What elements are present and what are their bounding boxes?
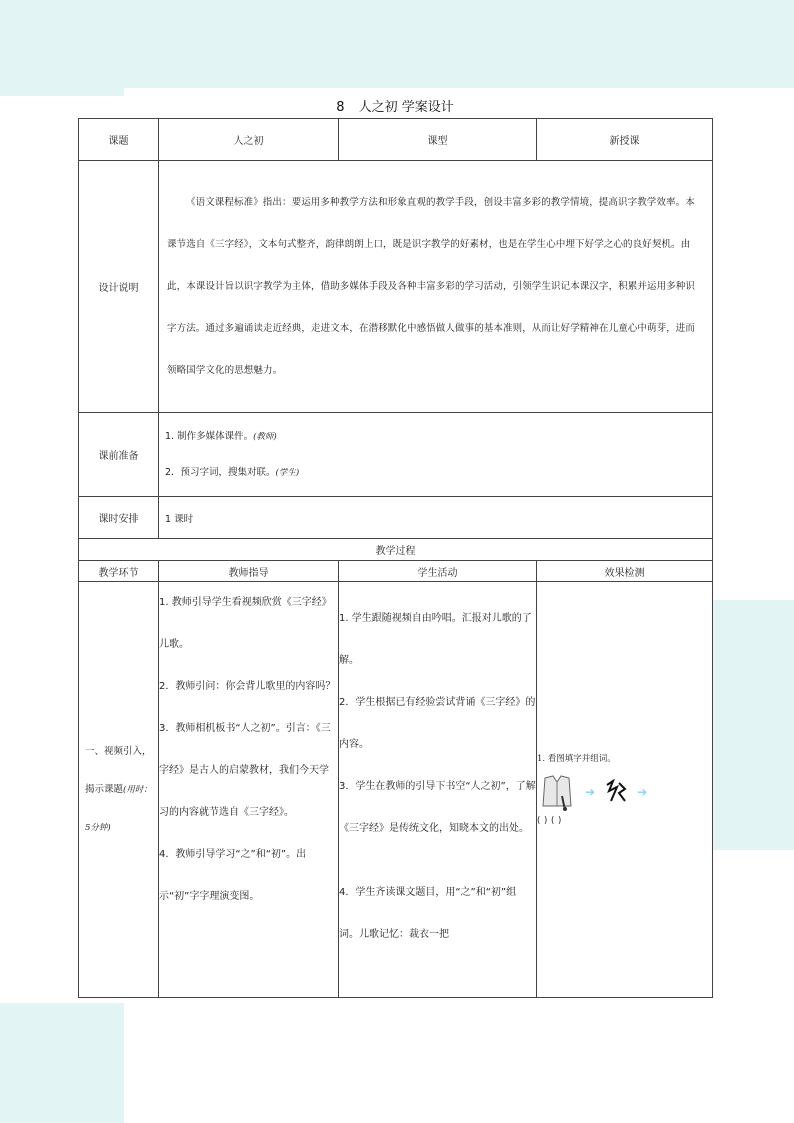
type-value: 新授课 [537,119,713,161]
ancient-character-icon [603,779,629,805]
col-check: 效果检测 [537,561,713,582]
student-step: 3．学生在教师的引导下书空“人之初”，了解《三字经》是传统文化，知晓本文的出处。 [339,781,536,834]
process-columns-row [79,561,713,582]
arrow-icon: ➔ [637,785,648,799]
topic-label: 课题 [79,119,159,161]
stage-cell [79,582,159,998]
prep-label: 课前准备 [79,413,159,497]
title-text: 人之初 学案设计 [358,100,454,115]
col-stage: 教学环节 [79,561,159,582]
prep-item: 2．预习字词，搜集对联。(学生) [165,466,300,478]
garment-icon [537,772,577,812]
design-row [79,161,713,413]
teacher-step: 1. 教师引导学生看视频欣赏《三字经》儿歌。 [159,597,332,650]
process-header-row [79,539,713,561]
col-student: 学生活动 [339,561,537,582]
stage-title: 一、视频引入，揭示课题 [85,745,152,795]
process-header: 教学过程 [79,539,713,561]
background-band-top [0,0,794,88]
teacher-step: 2．教师引问：你会背儿歌里的内容吗？ [159,681,336,692]
background-band-left [0,88,124,96]
check-title: 1. 看图填字并组词。 [537,754,616,764]
teacher-step: 4．教师引导学习“之”和“初”。出示“初”字字理演变图。 [159,849,307,902]
process-stage-row [79,582,713,998]
answer-blanks: ( ) ( ) [537,816,562,826]
lesson-number: 8 [336,100,345,115]
student-step: 1. 学生跟随视频自由吟唱。汇报对儿歌的了解。 [339,613,532,666]
design-text-cell [159,161,713,413]
prep-note: (教师) [253,431,277,442]
time-value: 1 课时 [165,513,194,525]
prep-row [79,413,713,497]
time-label: 课时安排 [79,497,159,539]
document-title [78,98,712,118]
time-row [79,497,713,539]
topic-value: 人之初 [159,119,339,161]
teacher-steps-cell [159,582,339,998]
lesson-plan-table [78,118,713,998]
stage-note: (用时：5分钟) [85,784,152,833]
student-step: 4．学生齐读课文题目，用“之”和“初”组词。儿歌记忆：裁衣一把 [339,887,517,940]
check-cell [537,582,713,998]
col-teacher: 教师指导 [159,561,339,582]
background-band-left-bottom [0,1003,124,1123]
arrow-icon: ➔ [585,785,596,799]
design-text: 《语文课程标准》指出：要运用多种教学方法和形象直观的教学手段，创设丰富多彩的教学情境，提高识字教学效率。本课节选自《三字经》，文本句式整齐，韵律朗朗上口，既是识字教学的好素材，也是在学生心中埋下好学之心的良好契机。由此，本课设计旨以识字教学为主体，借助多媒体手段及各种丰富多彩的学习活动，引领学生识记本课汉字，积累并运用多种识字方法。通过多遍诵读走近经典，走进文本，在潜移默化中感悟做人做事的基本准则，从而让好学精神在儿童心中萌芽，进而领略国学文化的思想魅力。 [167,196,696,376]
time-cell [159,497,713,539]
character-evolution-figure [537,772,712,812]
student-step: 2．学生根据已有经验尝试背诵《三字经》的内容。 [339,697,536,750]
prep-cell [159,413,713,497]
background-band-right [713,600,794,850]
teacher-step: 3．教师相机板书“人之初”。引言：《三字经》是古人的启蒙教材，我们今天学习的内容就节选自《三字经》。 [159,723,331,818]
topic-row [79,119,713,161]
prep-item: 1. 制作多媒体课件。(教师) [165,430,277,442]
prep-note: (学生) [275,467,300,478]
design-label: 设计说明 [79,161,159,413]
type-label: 课型 [339,119,537,161]
student-steps-cell [339,582,537,998]
